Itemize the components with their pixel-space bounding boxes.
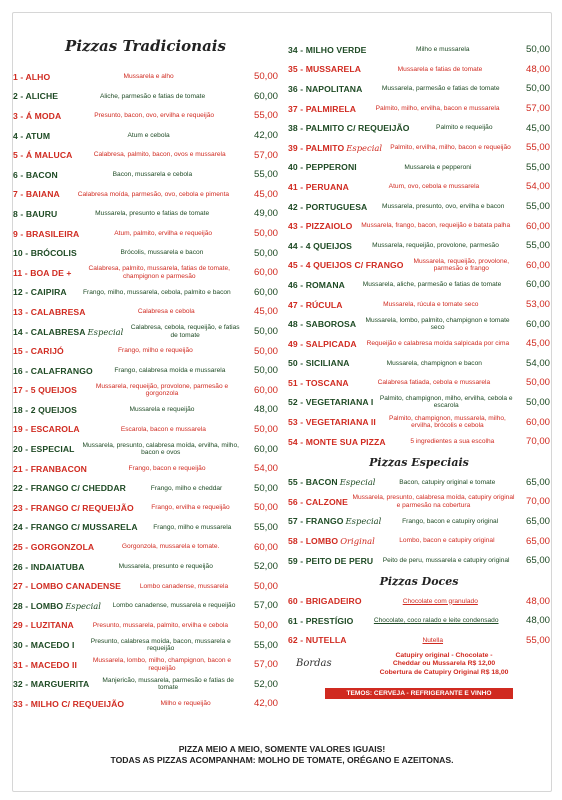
item-name: 34 - MILHO VERDE [288, 44, 367, 55]
item-price: 48,00 [525, 595, 550, 607]
item-name: 3 - Á MODA [13, 110, 62, 121]
section-title-doces: Pizzas Doces [379, 575, 459, 589]
item-description: Frango, milho, mussarela, cebola, palmito e bacon [83, 288, 231, 296]
item-description: Presunto, bacon, ovo, ervilha e requeijão [94, 112, 215, 120]
item-price: 45,00 [253, 188, 278, 200]
item-price: 50,00 [525, 83, 550, 95]
item-description: Manjericão, mussarela, parmesão e fatias de tomate [102, 676, 234, 692]
item-name: 32 - MARGUERITA [13, 679, 90, 690]
item-price: 54,00 [525, 357, 550, 369]
item-price: 70,00 [525, 436, 550, 448]
item-price: 55,00 [253, 110, 278, 122]
item-name: 20 - ESPECIAL [13, 444, 75, 455]
item-name: 26 - INDAIATUBA [13, 561, 85, 572]
item-description: Calabresa, palmito, mussarela, fatias de tomate, champignon e parmesão [88, 265, 230, 280]
item-price: 55,00 [253, 639, 278, 651]
item-variant-script: Especial [346, 142, 383, 153]
menu-item [288, 334, 550, 354]
item-price: 50,00 [253, 345, 278, 357]
menu-item [13, 576, 278, 596]
footer-notes [13, 744, 551, 766]
menu-item [288, 99, 550, 119]
item-name: 45 - 4 QUEIJOS C/ FRANGO [288, 260, 404, 271]
item-name: 35 - MUSSARELA [288, 64, 362, 75]
item-price: 65,00 [525, 476, 550, 488]
item-description: Brócolis, mussarela e bacon [120, 249, 204, 257]
item-description: Presunto, mussarela, palmito, ervilha e cebola [92, 621, 229, 629]
item-name: 59 - PEITO DE PERU [288, 555, 374, 566]
item-price: 60,00 [253, 384, 278, 396]
menu-item [288, 432, 550, 452]
item-price: 60,00 [253, 443, 278, 455]
item-price: 60,00 [253, 267, 278, 279]
item-name: 1 - ALHO [13, 71, 51, 82]
item-price: 45,00 [525, 122, 550, 134]
item-name: 16 - CALAFRANGO [13, 365, 93, 376]
item-description: Mussarela e alho [123, 73, 174, 81]
footer-line-2: TODAS AS PIZZAS ACOMPANHAM: MOLHO DE TOMATE, ORÉGANO E AZEITONAS. [110, 755, 454, 765]
item-name: 18 - 2 QUEIJOS [13, 404, 77, 415]
menu-item [288, 531, 550, 551]
item-price: 52,00 [253, 561, 278, 573]
menu-item [13, 596, 278, 616]
item-name: 53 - VEGETARIANA II [288, 417, 376, 428]
item-variant-script: Especial [339, 477, 376, 488]
menu-item [13, 400, 278, 420]
item-name: 54 - MONTE SUA PIZZA [288, 436, 386, 447]
item-price: 48,00 [525, 63, 550, 75]
item-name: 7 - BAIANA [13, 189, 60, 200]
item-price: 57,00 [253, 659, 278, 671]
item-description: Lombo canadense, mussarela [139, 582, 229, 590]
especiais-menu-list [288, 472, 550, 570]
item-price: 53,00 [525, 299, 550, 311]
item-description: Bacon, mussarela e cebola [112, 171, 193, 179]
item-name: 49 - SALPICADA [288, 338, 357, 349]
item-description: Chocolate com granulado [402, 597, 478, 605]
menu-item [13, 518, 278, 538]
item-name: 11 - BOA DE + [13, 267, 72, 278]
item-name: 13 - CALABRESA [13, 306, 86, 317]
item-price: 57,00 [525, 103, 550, 115]
item-name: 61 - PRESTÍGIO [288, 615, 354, 626]
menu-item [288, 354, 550, 374]
item-description: Escarola, bacon e mussarela [120, 425, 206, 433]
item-description: Calabresa e cebola [137, 308, 195, 316]
item-price: 60,00 [525, 279, 550, 291]
menu-item [288, 611, 550, 631]
menu-item [288, 591, 550, 611]
item-variant-script: Original [340, 536, 375, 547]
item-price: 65,00 [525, 535, 550, 547]
item-description: Mussarela e fatias de tomate [397, 65, 483, 73]
menu-item [288, 79, 550, 99]
item-name: 58 - LOMBO [288, 536, 339, 547]
menu-item [288, 412, 550, 432]
item-description: Aliche, parmesão e fatias de tomate [99, 92, 206, 100]
menu-item [13, 557, 278, 577]
item-price: 50,00 [253, 580, 278, 592]
menu-item [13, 478, 278, 498]
menu-item [13, 498, 278, 518]
menu-item [288, 275, 550, 295]
menu-item [288, 551, 550, 571]
item-price: 55,00 [525, 240, 550, 252]
item-price: 60,00 [525, 318, 550, 330]
bordas-line-3: Cobertura de Catupiry Original R$ 18,00 [379, 668, 509, 676]
item-name: 30 - MACEDO I [13, 640, 75, 651]
item-description: Milho e requeijão [160, 700, 211, 708]
item-price: 57,00 [253, 600, 278, 612]
item-name: 21 - FRANBACON [13, 463, 87, 474]
item-price: 57,00 [253, 149, 278, 161]
menu-item [13, 165, 278, 185]
item-name: 51 - TOSCANA [288, 377, 349, 388]
item-description: Frango, bacon e catupiry original [402, 517, 499, 525]
item-price: 49,00 [253, 208, 278, 220]
item-price: 60,00 [253, 90, 278, 102]
item-price: 50,00 [253, 71, 278, 83]
section-title-especiais: Pizzas Especiais [369, 456, 469, 470]
item-price: 55,00 [525, 634, 550, 646]
item-price: 60,00 [253, 286, 278, 298]
bordas-label: Bordas [296, 658, 332, 670]
menu-item [13, 635, 278, 655]
item-description: Gorgonzola, mussarela e tomate. [121, 543, 220, 551]
item-name: 4 - ATUM [13, 130, 51, 141]
item-name: 25 - GORGONZOLA [13, 542, 95, 553]
menu-item [288, 492, 550, 512]
menu-item [288, 236, 550, 256]
item-description: Atum, ovo, cebola e mussarela [388, 183, 480, 191]
menu-item [288, 373, 550, 393]
item-price: 65,00 [525, 515, 550, 527]
item-name: 33 - MILHO C/ REQUEIJÃO [13, 698, 125, 709]
item-price: 55,00 [525, 201, 550, 213]
item-name: 40 - PEPPERONI [288, 162, 357, 173]
item-name: 31 - MACEDO II [13, 659, 77, 670]
menu-item [13, 341, 278, 361]
menu-item [13, 361, 278, 381]
item-description: 5 ingredientes a sua escolha [410, 437, 495, 445]
item-price: 42,00 [253, 698, 278, 710]
item-name: 2 - ALICHE [13, 91, 59, 102]
item-name: 29 - LUZITANA [13, 620, 74, 631]
menu-item [288, 631, 550, 651]
item-description: Mussarela, rúcula e tomate seco [383, 300, 479, 308]
item-name: 48 - SABOROSA [288, 319, 357, 330]
item-price: 42,00 [253, 130, 278, 142]
item-description: Mussarela, requeijão, provolone, parmesão [372, 242, 499, 250]
item-description: Calabresa moída, parmesão, ovo, cebola e pimenta [77, 190, 230, 198]
item-name: 47 - RÚCULA [288, 299, 343, 310]
item-price: 55,00 [253, 521, 278, 533]
menu-item [288, 118, 550, 138]
item-price: 48,00 [525, 615, 550, 627]
item-description: Frango, ervilha e requeijão [151, 504, 230, 512]
menu-item [13, 439, 278, 459]
item-description: Frango, bacon e requeijão [128, 464, 206, 472]
item-description: Peito de peru, mussarela e catupiry original [382, 556, 510, 564]
item-description: Milho e mussarela [415, 46, 470, 54]
item-description: Mussarela, requeijão, provolone, parmesão e gorgonzola [95, 382, 229, 398]
item-price: 50,00 [253, 326, 278, 338]
item-name: 50 - SICILIANA [288, 358, 350, 369]
menu-item [288, 158, 550, 178]
item-description: Mussarela, lombo, milho, champignon, bacon e requeijão [92, 657, 232, 672]
item-price: 50,00 [253, 365, 278, 377]
item-description: Frango, calabresa moída e mussarela [114, 367, 226, 374]
right-menu-list [288, 13, 550, 451]
item-description: Calabresa, cebola, requeijão, e fatias de tomate [130, 324, 240, 339]
item-variant-script: Especial [87, 326, 124, 337]
item-name: 57 - FRANGO [288, 516, 344, 527]
item-price: 55,00 [525, 161, 550, 173]
item-price: 65,00 [525, 555, 550, 567]
drinks-banner: TEMOS: CERVEJA - REFRIGERANTE E VINHO [325, 688, 513, 699]
item-price: 70,00 [525, 496, 550, 508]
item-description: Palmito, milho, ervilha, bacon e mussarela [375, 104, 500, 112]
item-price: 60,00 [525, 259, 550, 271]
item-price: 45,00 [525, 338, 550, 350]
item-description: Mussarela e pepperoni [404, 163, 472, 171]
item-name: 12 - CAIPIRA [13, 287, 67, 298]
item-description: Nutella [422, 636, 444, 644]
menu-item [288, 40, 550, 60]
item-description: Atum e cebola [127, 131, 170, 139]
item-price: 45,00 [253, 306, 278, 318]
item-name: 36 - NAPOLITANA [288, 83, 363, 94]
menu-item [288, 256, 550, 276]
item-description: Mussarela, parmesão e fatias de tomate [381, 85, 500, 93]
menu-item [13, 145, 278, 165]
item-name: 10 - BRÓCOLIS [13, 248, 77, 259]
item-name: 44 - 4 QUEIJOS [288, 240, 352, 251]
item-price: 60,00 [525, 220, 550, 232]
item-name: 43 - PIZZAIOLO [288, 221, 353, 232]
doces-menu-list [288, 591, 550, 650]
menu-item [13, 381, 278, 401]
item-description: Lombo canadense, mussarela e requeijão [112, 602, 236, 610]
item-description: Mussarela, presunto, calabresa moída, catupiry original e parmesão na cobertura [352, 494, 515, 509]
item-price: 54,00 [253, 463, 278, 475]
item-price: 60,00 [253, 541, 278, 553]
bordas-lines [338, 652, 550, 677]
item-description: Mussarela, presunto, ovo, ervilha e bacon [381, 202, 505, 210]
menu-item [288, 197, 550, 217]
item-description: Mussarela, frango, bacon, requeijão e batata palha [361, 222, 511, 230]
item-name: 5 - Á MALUCA [13, 150, 73, 161]
menu-item [288, 60, 550, 80]
item-description: Mussarela, lombo, palmito, champignon e tomate seco [365, 316, 510, 332]
menu-item [288, 177, 550, 197]
menu-item [13, 322, 278, 342]
item-price: 50,00 [525, 44, 550, 56]
item-description: Calabresa fatiada, cebola e mussarela [377, 379, 491, 387]
menu-page [12, 12, 552, 792]
item-description: Atum, palmito, ervilha e requeijão [114, 229, 213, 237]
menu-item [13, 283, 278, 303]
item-price: 52,00 [253, 678, 278, 690]
menu-item [13, 537, 278, 557]
item-name: 22 - FRANGO C/ CHEDDAR [13, 483, 126, 494]
item-name: 14 - CALABRESA [13, 326, 86, 337]
menu-item [288, 138, 550, 158]
item-description: Requeijão e calabresa moída salpicada por cima [366, 340, 510, 347]
item-price: 54,00 [525, 181, 550, 193]
menu-item [13, 87, 278, 107]
item-name: 60 - BRIGADEIRO [288, 596, 362, 607]
menu-item [13, 674, 278, 694]
item-name: 56 - CALZONE [288, 496, 348, 507]
menu-item [288, 472, 550, 492]
item-name: 52 - VEGETARIANA I [288, 397, 374, 408]
menu-item [13, 263, 278, 283]
item-name: 9 - BRASILEIRA [13, 228, 80, 239]
menu-item [13, 694, 278, 714]
menu-item [288, 216, 550, 236]
section-title-tradicionais: Pizzas Tradicionais [65, 37, 226, 55]
left-column [13, 13, 278, 714]
item-description: Mussarela e requeijão [129, 406, 195, 414]
item-name: 23 - FRANGO C/ REQUEIJÃO [13, 502, 134, 513]
item-description: Palmito, champignon, milho, ervilha, cebola e escarola [379, 395, 513, 410]
menu-item [13, 243, 278, 263]
item-name: 46 - ROMANA [288, 279, 345, 290]
item-price: 48,00 [253, 404, 278, 416]
item-name: 37 - PALMIRELA [288, 103, 357, 114]
item-description: Mussarela, aliche, parmesão e fatias de tomate [362, 281, 502, 289]
footer-line-1: PIZZA MEIO A MEIO, SOMENTE VALORES IGUAIS! [178, 744, 386, 754]
menu-item [13, 655, 278, 675]
item-name: 41 - PERUANA [288, 181, 349, 192]
item-description: Frango, milho e cheddar [150, 484, 223, 492]
item-name: 24 - FRANGO C/ MUSSARELA [13, 522, 138, 533]
item-price: 50,00 [525, 396, 550, 408]
menu-item [288, 393, 550, 413]
item-name: 27 - LOMBO CANADENSE [13, 581, 121, 592]
item-price: 50,00 [253, 247, 278, 259]
menu-item [13, 106, 278, 126]
item-price: 55,00 [253, 169, 278, 181]
item-variant-script: Especial [345, 516, 382, 527]
item-description: Mussarela, presunto e requeijão [118, 562, 213, 570]
item-price: 50,00 [253, 502, 278, 514]
item-price: 60,00 [525, 416, 550, 428]
menu-item [13, 185, 278, 205]
bordas-line-2: Cheddar ou Mussarela R$ 12,00 [392, 660, 496, 668]
item-name: 42 - PORTUGUESA [288, 201, 368, 212]
right-column [288, 13, 550, 699]
menu-item [288, 512, 550, 532]
menu-item [13, 302, 278, 322]
menu-item [288, 295, 550, 315]
menu-item [288, 314, 550, 334]
item-description: Calabresa, palmito, bacon, ovos e mussarela [93, 151, 226, 159]
item-description: Palmito, ervilha, milho, bacon e requeijão [390, 144, 511, 152]
menu-item [13, 67, 278, 87]
item-price: 50,00 [253, 423, 278, 435]
item-price: 50,00 [253, 619, 278, 631]
menu-item [13, 204, 278, 224]
item-description: Palmito, champignon, mussarela, milho, ervilha, brócolis e cebola [388, 414, 506, 430]
item-name: 62 - NUTELLA [288, 635, 347, 646]
item-description: Chocolate, coco ralado e leite condensado [373, 617, 499, 625]
bordas-block [288, 652, 550, 686]
item-name: 8 - BAURU [13, 208, 58, 219]
item-name: 38 - PALMITO C/ REQUEIJÃO [288, 123, 410, 134]
item-name: 15 - CARIJÓ [13, 346, 64, 357]
menu-item [13, 126, 278, 146]
menu-item [13, 224, 278, 244]
item-description: Presunto, calabresa moída, bacon, mussarela e requeijão [90, 637, 231, 653]
item-name: 17 - 5 QUEIJOS [13, 385, 77, 396]
item-description: Mussarela, presunto e fatias de tomate [95, 210, 210, 218]
item-price: 55,00 [525, 142, 550, 154]
item-description: Mussarela, requeijão, provolone, parmesão e frango [413, 257, 510, 273]
item-description: Mussarela, champignon e bacon [386, 359, 482, 367]
item-price: 50,00 [525, 377, 550, 389]
left-menu-list [13, 63, 278, 714]
bordas-line-1: Catupiry original - Chocolate - [395, 652, 493, 660]
item-name: 55 - BACON [288, 477, 338, 488]
item-description: Mussarela, presunto, calabresa moída, ervilha, milho, bacon e ovos [82, 441, 239, 457]
item-description: Lombo, bacon e catupiry original [399, 537, 495, 545]
item-description: Frango, milho e requeijão [118, 347, 193, 355]
item-variant-script: Especial [65, 600, 101, 611]
menu-item [13, 616, 278, 636]
menu-item [13, 420, 278, 440]
item-name: 19 - ESCAROLA [13, 424, 80, 435]
item-description: Bacon, catupiry original e tomate [399, 478, 496, 486]
item-name: 39 - PALMITO [288, 142, 345, 153]
item-description: Palmito e requeijão [436, 124, 493, 132]
item-description: Frango, milho e mussarela [153, 523, 232, 531]
item-name: 6 - BACON [13, 169, 58, 180]
item-name: 28 - LOMBO [13, 600, 64, 611]
menu-item [13, 459, 278, 479]
item-price: 50,00 [253, 482, 278, 494]
item-price: 50,00 [253, 228, 278, 240]
